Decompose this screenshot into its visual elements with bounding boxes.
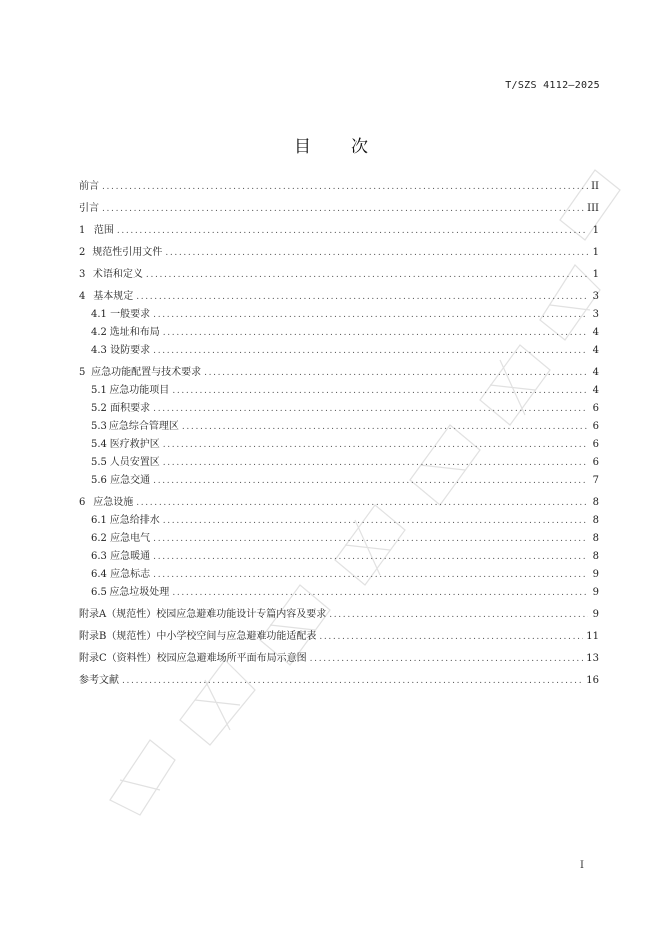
toc-title <box>0 132 662 157</box>
toc-entry-title: 选址和布局 <box>109 327 160 338</box>
toc-entry-title: 应急标志 <box>110 569 151 580</box>
toc-entry-page: 7 <box>592 475 599 486</box>
toc-entry-number: 5 <box>79 367 86 378</box>
toc-entry-title: 应急垃圾处理 <box>109 587 170 598</box>
toc-entry[interactable] <box>79 512 599 530</box>
toc-entry-number: 6.1 <box>91 515 107 526</box>
toc-entry-page: 4 <box>592 385 599 396</box>
toc-entry-page: 3 <box>592 291 599 302</box>
toc-entry-page: 11 <box>586 631 599 642</box>
toc-entry-number: 6.3 <box>91 551 107 562</box>
toc-entry-title: 引言 <box>79 203 99 214</box>
toc-entry[interactable] <box>79 418 599 436</box>
table-of-contents <box>79 178 599 690</box>
toc-leader-dots <box>153 342 588 360</box>
toc-leader-dots <box>163 436 588 454</box>
toc-leader-dots <box>102 178 588 196</box>
toc-entry-title: 应急交通 <box>110 475 151 486</box>
toc-entry[interactable] <box>79 454 599 472</box>
toc-entry-page: 1 <box>592 269 599 280</box>
toc-entry-number: 6.5 <box>91 587 107 598</box>
toc-entry[interactable] <box>79 436 599 454</box>
toc-entry[interactable] <box>79 222 599 240</box>
toc-entry-page: 4 <box>592 367 599 378</box>
toc-entry[interactable] <box>79 382 599 400</box>
toc-entry-page: 8 <box>592 533 599 544</box>
toc-entry-title: 设防要求 <box>110 345 151 356</box>
toc-entry-page: 8 <box>592 515 599 526</box>
toc-leader-dots <box>153 472 588 490</box>
toc-entry-page: II <box>591 181 599 192</box>
toc-leader-dots <box>163 512 588 530</box>
toc-entry-page: 4 <box>592 345 599 356</box>
toc-entry[interactable] <box>79 628 599 646</box>
toc-entry-title: 应急电气 <box>110 533 151 544</box>
toc-entry-page: 8 <box>592 497 599 508</box>
toc-entry[interactable] <box>79 288 599 306</box>
toc-leader-dots <box>165 244 588 262</box>
toc-entry-title: 一般要求 <box>110 309 151 320</box>
toc-entry[interactable] <box>79 306 599 324</box>
toc-entry[interactable] <box>79 530 599 548</box>
toc-leader-dots <box>136 288 588 306</box>
toc-entry-title: 范围 <box>93 225 114 236</box>
toc-entry[interactable] <box>79 606 599 624</box>
page-number: I <box>580 860 584 871</box>
toc-entry-title: 校园应急避难场所平面布局示意图 <box>156 653 307 664</box>
toc-entry-title: 中小学校空间与应急避难功能适配表 <box>156 631 317 642</box>
toc-entry-page: 6 <box>592 421 599 432</box>
toc-entry[interactable] <box>79 400 599 418</box>
toc-entry-title: 应急功能配置与技术要求 <box>91 367 202 378</box>
toc-leader-dots <box>117 222 588 240</box>
toc-entry-title: 应急给排水 <box>109 515 160 526</box>
toc-entry-number: 5.2 <box>91 403 107 414</box>
toc-leader-dots <box>122 672 583 690</box>
toc-leader-dots <box>153 306 588 324</box>
toc-entry[interactable] <box>79 672 599 690</box>
toc-entry-page: 6 <box>592 457 599 468</box>
toc-entry-page: 1 <box>592 247 599 258</box>
toc-entry-number: 6.4 <box>91 569 107 580</box>
toc-entry-number: 附录A（规范性） <box>79 609 157 620</box>
toc-entry-title: 基本规定 <box>93 291 134 302</box>
toc-entry-page: III <box>587 203 599 214</box>
toc-entry-number: 4.1 <box>91 309 107 320</box>
toc-entry-page: 9 <box>592 609 599 620</box>
toc-entry-number: 4.3 <box>91 345 107 356</box>
toc-entry[interactable] <box>79 566 599 584</box>
toc-entry-page: 1 <box>592 225 599 236</box>
toc-leader-dots <box>102 200 584 218</box>
toc-entry[interactable] <box>79 364 599 382</box>
toc-entry[interactable] <box>79 494 599 512</box>
toc-entry-number: 1 <box>79 225 86 236</box>
toc-leader-dots <box>153 530 588 548</box>
toc-entry[interactable] <box>79 324 599 342</box>
toc-entry-number: 3 <box>79 269 86 280</box>
toc-entry[interactable] <box>79 178 599 196</box>
toc-leader-dots <box>172 584 588 602</box>
toc-entry-title: 应急综合管理区 <box>108 421 179 432</box>
toc-entry-page: 9 <box>592 569 599 580</box>
toc-entry[interactable] <box>79 472 599 490</box>
toc-entry-number: 5.3 <box>91 421 107 432</box>
toc-entry-title: 应急暖通 <box>110 551 151 562</box>
toc-entry-title: 面积要求 <box>110 403 151 414</box>
toc-entry-title: 应急功能项目 <box>109 385 170 396</box>
toc-entry[interactable] <box>79 650 599 668</box>
toc-entry-number: 5.5 <box>91 457 107 468</box>
toc-entry-number: 附录B（规范性） <box>79 631 157 642</box>
toc-entry-number: 6.2 <box>91 533 107 544</box>
toc-leader-dots <box>172 382 588 400</box>
toc-entry-page: 13 <box>586 653 599 664</box>
toc-title-left: 目 <box>294 137 311 157</box>
toc-entry-number: 4 <box>79 291 86 302</box>
toc-entry-number: 4.2 <box>91 327 107 338</box>
toc-entry-number: 2 <box>79 247 86 258</box>
toc-leader-dots <box>153 400 588 418</box>
toc-leader-dots <box>329 606 588 624</box>
toc-leader-dots <box>182 418 588 436</box>
toc-entry-title: 规范性引用文件 <box>92 247 163 258</box>
toc-entry-page: 3 <box>592 309 599 320</box>
toc-entry-title: 人员安置区 <box>109 457 160 468</box>
toc-leader-dots <box>146 266 588 284</box>
toc-entry-page: 9 <box>592 587 599 598</box>
toc-entry-number: 6 <box>79 497 86 508</box>
toc-entry[interactable] <box>79 342 599 360</box>
toc-entry-number: 5.1 <box>91 385 107 396</box>
toc-leader-dots <box>153 548 588 566</box>
toc-leader-dots <box>153 566 588 584</box>
toc-entry-page: 8 <box>592 551 599 562</box>
toc-entry[interactable] <box>79 200 599 218</box>
toc-entry-title: 参考文献 <box>79 675 119 686</box>
toc-entry-page: 16 <box>586 675 599 686</box>
toc-entry-page: 6 <box>592 403 599 414</box>
toc-entry-title: 术语和定义 <box>92 269 143 280</box>
toc-leader-dots <box>319 628 583 646</box>
toc-leader-dots <box>163 324 588 342</box>
toc-entry-page: 4 <box>592 327 599 338</box>
toc-leader-dots <box>204 364 588 382</box>
toc-entry[interactable] <box>79 584 599 602</box>
toc-entry-title: 前言 <box>79 181 99 192</box>
toc-entry-page: 6 <box>592 439 599 450</box>
toc-leader-dots <box>310 650 584 668</box>
toc-leader-dots <box>136 494 588 512</box>
toc-entry-title: 医疗救护区 <box>109 439 160 450</box>
toc-entry[interactable] <box>79 548 599 566</box>
toc-entry[interactable] <box>79 244 599 262</box>
toc-entry-number: 5.4 <box>91 439 107 450</box>
toc-title-right: 次 <box>351 137 368 157</box>
toc-entry-title: 应急设施 <box>93 497 134 508</box>
toc-entry-number: 5.6 <box>91 475 107 486</box>
toc-entry-title: 校园应急避难功能设计专篇内容及要求 <box>156 609 327 620</box>
toc-entry-number: 附录C（资料性） <box>79 653 157 664</box>
document-code: T/SZS 4112—2025 <box>505 80 600 91</box>
toc-leader-dots <box>163 454 588 472</box>
toc-entry[interactable] <box>79 266 599 284</box>
